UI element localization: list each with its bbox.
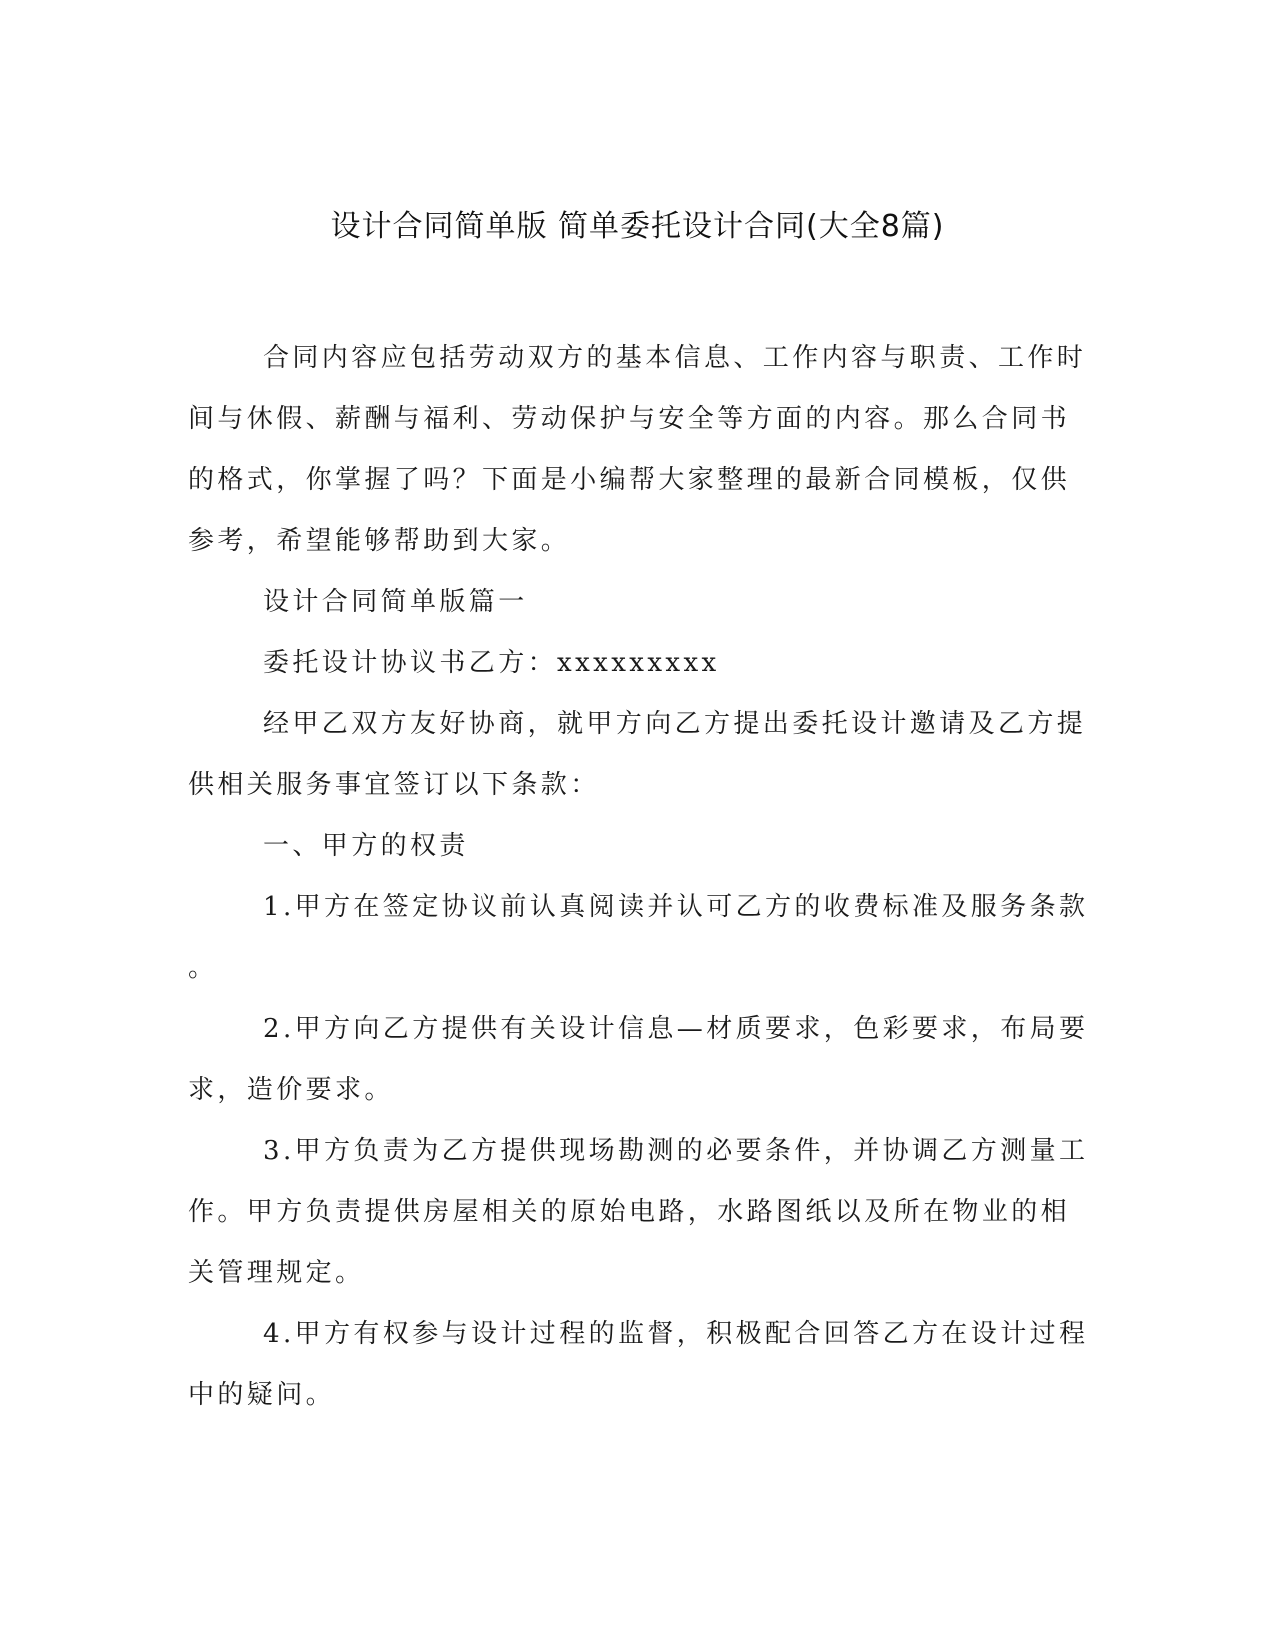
clause-item-2: [188, 999, 1089, 1121]
text-line: 。: [188, 953, 218, 983]
text-line: 的格式，你掌握了吗？下面是小编帮大家整理的最新合同模板，仅供: [188, 465, 1071, 495]
preamble-paragraph: [188, 694, 1087, 816]
text-line: 4.甲方有权参与设计过程的监督，积极配合回答乙方在设计过程: [263, 1319, 1089, 1349]
clause-heading: [188, 816, 1068, 877]
text-line: 3.甲方负责为乙方提供现场勘测的必要条件，并协调乙方测量工: [263, 1136, 1089, 1166]
clause-item-1: [188, 877, 1089, 999]
intro-paragraph: [188, 328, 1087, 572]
text-line: 供相关服务事宜签订以下条款：: [188, 770, 600, 800]
text-line: 经甲乙双方友好协商，就甲方向乙方提出委托设计邀请及乙方提: [263, 709, 1087, 739]
section-heading: [188, 572, 1068, 633]
document-title: 设计合同简单版 简单委托设计合同(大全8篇): [330, 209, 945, 244]
text-line: 2.甲方向乙方提供有关设计信息—材质要求，色彩要求，布局要: [263, 1014, 1089, 1044]
text-line: 委托设计协议书乙方：xxxxxxxxx: [263, 648, 720, 678]
text-line: 作。甲方负责提供房屋相关的原始电路，水路图纸以及所在物业的相: [188, 1197, 1071, 1227]
text-line: 间与休假、薪酬与福利、劳动保护与安全等方面的内容。那么合同书: [188, 404, 1071, 434]
text-line: 求，造价要求。: [188, 1075, 394, 1105]
text-line: 关管理规定。: [188, 1258, 365, 1288]
document-body: [188, 328, 1089, 1426]
clause-item-3: [188, 1121, 1089, 1304]
text-line: 合同内容应包括劳动双方的基本信息、工作内容与职责、工作时: [263, 343, 1087, 373]
text-line: 一、甲方的权责: [263, 831, 469, 861]
text-line: 1.甲方在签定协议前认真阅读并认可乙方的收费标准及服务条款: [263, 892, 1089, 922]
text-line: 中的疑问。: [188, 1380, 336, 1410]
clause-item-4: [188, 1304, 1089, 1426]
text-line: 设计合同简单版篇一: [263, 587, 528, 617]
party-b-line: [188, 633, 1068, 694]
text-line: 参考，希望能够帮助到大家。: [188, 526, 571, 556]
